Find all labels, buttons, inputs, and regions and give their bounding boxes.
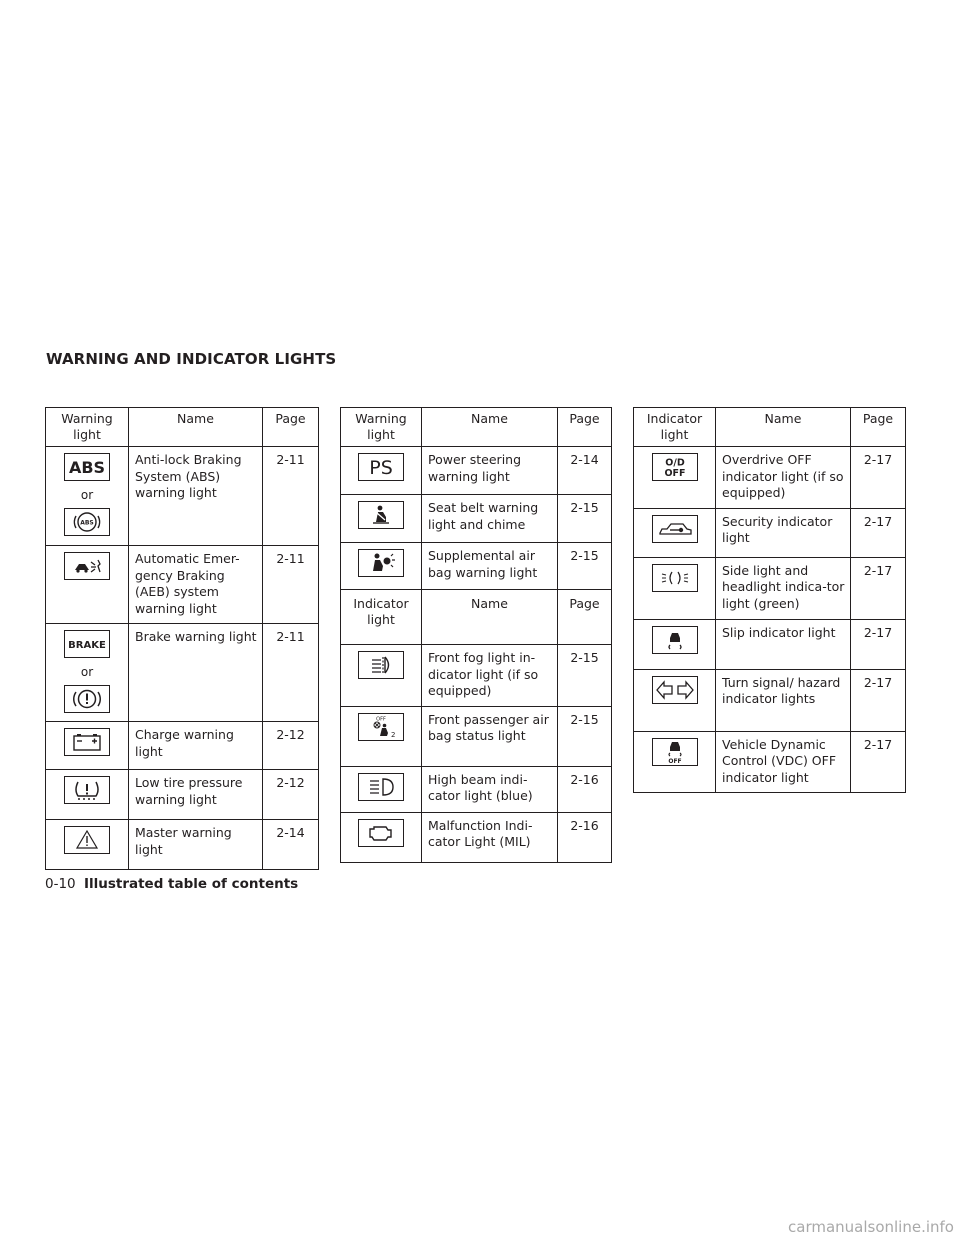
page-ref: 2-17 [851, 447, 906, 509]
col-header-page: Page [558, 590, 612, 645]
table-row [634, 619, 906, 669]
table-row [341, 812, 612, 862]
svg-text:PS: PS [369, 457, 393, 479]
overdrive-off-icon [652, 453, 698, 481]
svg-text:ABS: ABS [80, 519, 94, 527]
col-header-page: Page [851, 408, 906, 447]
table-row [46, 624, 319, 722]
col-header-page: Page [558, 408, 612, 447]
light-name: Front fog light in-dicator light (if so equipped) [422, 645, 558, 707]
aeb-icon [64, 552, 110, 580]
table-row [46, 722, 319, 770]
svg-text:ABS: ABS [68, 458, 106, 477]
page-ref: 2-14 [263, 820, 319, 870]
light-name: High beam indi-cator light (blue) [422, 766, 558, 812]
seat-belt-icon [358, 501, 404, 529]
col-header-indicator-light: Indicator light [341, 590, 422, 645]
page-ref: 2-17 [851, 557, 906, 619]
or-label: or [80, 665, 94, 679]
front-fog-light-icon [358, 651, 404, 679]
airbag-icon [358, 549, 404, 577]
page-number: 0-10 [45, 876, 76, 892]
check-engine-icon [358, 819, 404, 847]
table-row [46, 820, 319, 870]
col-header-warning-light: Warning light [46, 408, 129, 447]
page-ref: 2-15 [558, 543, 612, 590]
indicator-lights-table [633, 407, 906, 793]
page-ref: 2-16 [558, 812, 612, 862]
page-ref: 2-17 [851, 669, 906, 731]
light-name: Master warning light [129, 820, 263, 870]
col-header-page: Page [263, 408, 319, 447]
page-footer [45, 876, 298, 892]
security-car-key-icon [652, 515, 698, 543]
brake-circle-icon [64, 685, 110, 713]
light-name: Overdrive OFF indicator light (if so equipped) [716, 447, 851, 509]
page-ref: 2-14 [558, 447, 612, 495]
light-name: Charge warning light [129, 722, 263, 770]
svg-text:2: 2 [391, 730, 396, 739]
col-header-name: Name [422, 590, 558, 645]
power-steering-icon [358, 453, 404, 481]
abs-icon [64, 453, 110, 481]
table-row [341, 645, 612, 707]
light-name: Vehicle Dynamic Control (VDC) OFF indicator light [716, 731, 851, 793]
page-ref: 2-15 [558, 495, 612, 543]
svg-text:OFF: OFF [667, 757, 682, 765]
col-header-name: Name [129, 408, 263, 447]
light-name: Brake warning light [129, 624, 263, 722]
table-row [341, 543, 612, 590]
footer-title: Illustrated table of contents [83, 876, 299, 892]
page-ref: 2-12 [263, 770, 319, 820]
battery-icon [64, 728, 110, 756]
page-ref: 2-15 [558, 706, 612, 766]
table-row [634, 557, 906, 619]
light-name: Supplemental air bag warning light [422, 543, 558, 590]
table-row [341, 495, 612, 543]
table-row [46, 546, 319, 624]
warning-lights-table-2 [340, 407, 612, 863]
warning-lights-table-1 [45, 407, 319, 870]
col-header-indicator-light: Indicator light [634, 408, 716, 447]
page-ref: 2-12 [263, 722, 319, 770]
table-row [341, 706, 612, 766]
table-row [634, 447, 906, 509]
light-name: Seat belt warning light and chime [422, 495, 558, 543]
passenger-airbag-status-icon [358, 713, 404, 741]
page-ref: 2-16 [558, 766, 612, 812]
or-label: or [80, 488, 94, 502]
vdc-off-icon [652, 738, 698, 766]
light-name: Automatic Emer-gency Braking (AEB) system warning light [129, 546, 263, 624]
page-ref: 2-17 [851, 508, 906, 557]
table-row [341, 766, 612, 812]
svg-text:OFF: OFF [663, 468, 686, 479]
light-name: Slip indicator light [716, 619, 851, 669]
table-row [341, 447, 612, 495]
light-name: Security indicator light [716, 508, 851, 557]
svg-text:OFF: OFF [376, 716, 386, 722]
tire-pressure-icon [64, 776, 110, 804]
abs-circle-icon [64, 508, 110, 536]
page-ref: 2-11 [263, 624, 319, 722]
watermark: carmanualsonline.info [788, 1218, 954, 1236]
col-header-name: Name [422, 408, 558, 447]
high-beam-icon [358, 773, 404, 801]
table-row [634, 669, 906, 731]
table-row [46, 770, 319, 820]
master-warning-icon [64, 826, 110, 854]
table-row [634, 508, 906, 557]
page-ref: 2-15 [558, 645, 612, 707]
col-header-name: Name [716, 408, 851, 447]
light-name: Turn signal/ hazard indicator lights [716, 669, 851, 731]
page-ref: 2-17 [851, 619, 906, 669]
light-name: Low tire pressure warning light [129, 770, 263, 820]
section-title: WARNING AND INDICATOR LIGHTS [46, 350, 337, 368]
light-name: Anti-lock Braking System (ABS) warning light [129, 447, 263, 546]
col-header-warning-light: Warning light [341, 408, 422, 447]
light-name: Side light and headlight indica-tor light (green) [716, 557, 851, 619]
page-ref: 2-11 [263, 447, 319, 546]
page-ref: 2-17 [851, 731, 906, 793]
brake-icon [64, 630, 110, 658]
slip-indicator-icon [652, 626, 698, 654]
svg-text:BRAKE: BRAKE [68, 640, 106, 651]
turn-signal-icon [652, 676, 698, 704]
light-name: Front passenger air bag status light [422, 706, 558, 766]
table-row [46, 447, 319, 546]
light-name: Malfunction Indi-cator Light (MIL) [422, 812, 558, 862]
page-ref: 2-11 [263, 546, 319, 624]
svg-text:O/D: O/D [664, 457, 685, 469]
light-name: Power steering warning light [422, 447, 558, 495]
table-row [634, 731, 906, 793]
side-light-icon [652, 564, 698, 592]
